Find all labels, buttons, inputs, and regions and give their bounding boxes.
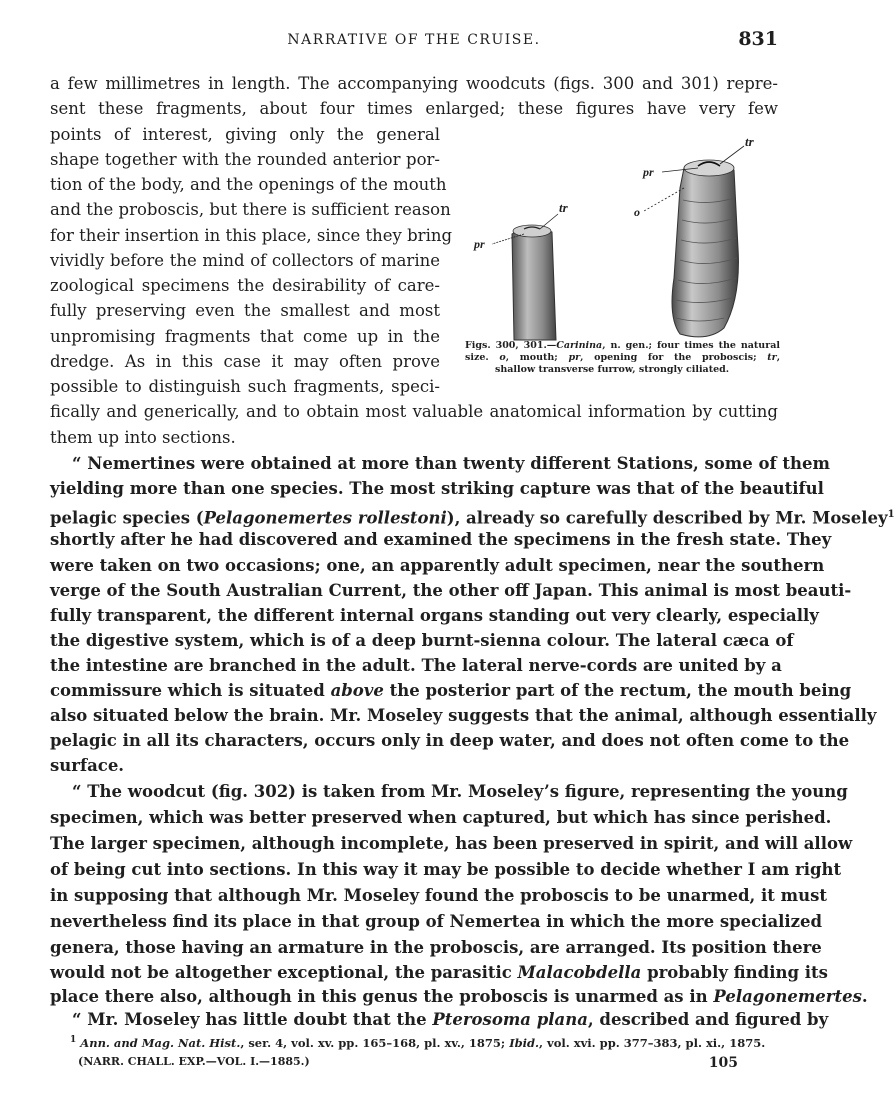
text-line: [50, 961, 828, 986]
figure-caption: [465, 340, 780, 376]
text-line: tion of the body, and the openings of the mouth: [50, 175, 447, 194]
genus-name: Pelagonemertes: [713, 987, 862, 1006]
label-tr: tr: [745, 134, 754, 149]
text-line: zoological specimens the desirability of care-: [50, 276, 440, 295]
text-line: in supposing that although Mr. Moseley found the proboscis to be unarmed, it must: [50, 886, 827, 905]
text-span: .: [861, 987, 868, 1006]
abbrev: o: [499, 352, 506, 363]
text-line: vividly before the mind of collectors of marine: [50, 251, 440, 270]
text-span: , ser. 4, vol. xv. pp. 165–168, pl. xv., 1875;: [240, 1035, 510, 1050]
text-line: the intestine are branched in the adult. The lateral nerve-cords are united by a: [50, 656, 782, 675]
text-line: genera, those having an armature in the proboscis, are arranged. Its position there: [50, 938, 822, 957]
running-title: NARRATIVE OF THE CRUISE.: [287, 32, 541, 48]
label-pr: pr: [474, 237, 485, 251]
text-line: unpromising fragments that come up in the: [50, 327, 440, 346]
text-line: them up into sections.: [50, 428, 236, 447]
text-line: verge of the South Australian Current, the other off Japan. This animal is most beauti-: [50, 581, 852, 600]
genus-name: Malacobdella: [517, 963, 642, 982]
text-line: and the proboscis, but there is sufficient reason: [50, 200, 451, 219]
abbrev: tr: [767, 352, 777, 363]
text-line: [50, 1008, 829, 1033]
text-span: , n. gen.; four times the natural: [602, 340, 780, 351]
text-span: “ Mr. Moseley has little doubt that the: [72, 1010, 433, 1029]
text-line: of being cut into sections. In this way it may be possible to decide whether I am right: [50, 860, 842, 879]
text-line: The larger specimen, although incomplete, has been preserved in spirit, and will allow: [50, 834, 853, 853]
emphasis: above: [330, 681, 384, 700]
text-line: shortly after he had discovered and examined the specimens in the fresh state. They: [50, 530, 832, 549]
text-line: the digestive system, which is of a deep burnt-sienna colour. The lateral cæca of: [50, 631, 794, 650]
caption-line: [465, 352, 780, 364]
text-line: fully preserving even the smallest and most: [50, 301, 440, 320]
abbrev: pr: [568, 352, 581, 363]
text-span: , described and figured by: [587, 1010, 829, 1029]
footnote-ref: 1: [887, 509, 895, 520]
text-line: sent these fragments, about four times enlarged; these figures have very few: [50, 99, 778, 118]
genus-name: Carinina: [556, 340, 603, 351]
text-line: fically and generically, and to obtain most valuable anatomical information by cutting: [50, 402, 778, 421]
text-span: , mouth;: [505, 352, 569, 363]
species-name: Pelagonemertes rollestoni: [203, 508, 447, 528]
caption-line: [465, 340, 780, 352]
page-number: 831: [738, 28, 778, 50]
text-span: , opening for the proboscis;: [580, 352, 768, 363]
text-line: [50, 985, 868, 1010]
label-pr: pr: [643, 165, 654, 179]
signature-text: (NARR. CHALL. EXP.—VOL. I.—1885.): [78, 1055, 310, 1068]
running-header: [50, 28, 778, 52]
text-line: [50, 679, 852, 704]
text-span: would not be altogether exceptional, the parasitic: [50, 963, 518, 982]
text-line: dredge. As in this case it may often prove: [50, 352, 440, 371]
ibid: Ibid.: [509, 1035, 540, 1050]
text-span: , vol. xvi. pp. 377–383, pl. xi., 1875.: [539, 1035, 766, 1050]
footnote: [70, 1032, 780, 1052]
text-line: pelagic in all its characters, occurs only in deep water, and does not often come to the: [50, 731, 850, 750]
text-line: nevertheless find its place in that group of Nemertea in which the more specialized: [50, 912, 823, 931]
text-line: for their insertion in this place, since they bring: [50, 226, 453, 245]
text-line: specimen, which was better preserved when captured, but which has since perished.: [50, 808, 832, 827]
species-name: Pterosoma plana: [432, 1010, 588, 1029]
fig-301-specimen: [672, 160, 738, 337]
text-span: pelagic species (: [50, 508, 204, 528]
caption-line: shallow transverse furrow, strongly ciliated.: [495, 364, 730, 375]
text-line: yielding more than one species. The most striking capture was that of the beautiful: [50, 479, 824, 498]
text-line: shape together with the rounded anterior por-: [50, 150, 440, 169]
signature-number: 105: [708, 1055, 738, 1071]
text-line: were taken on two occasions; one, an apparently adult specimen, near the southern: [50, 556, 825, 575]
text-line: “ Nemertines were obtained at more than twenty different Stations, some of them: [72, 454, 830, 473]
text-line: points of interest, giving only the general: [50, 125, 440, 144]
text-span: commissure which is situated: [50, 681, 331, 700]
text-span: probably finding its: [641, 963, 828, 982]
text-span: size.: [465, 352, 500, 363]
text-span: ), already so carefully described by Mr. Moseley: [446, 508, 888, 528]
text-line: a few millimetres in length. The accompanying woodcuts (figs. 300 and 301) repre-: [50, 74, 778, 93]
text-line: also situated below the brain. Mr. Moseley suggests that the animal, although essentially: [50, 706, 877, 725]
fig-300-specimen: [512, 225, 556, 340]
text-line: “ The woodcut (fig. 302) is taken from Mr. Moseley’s figure, representing the young: [72, 782, 848, 801]
text-line: [50, 503, 895, 528]
text-line: possible to distinguish such fragments, speci-: [50, 377, 440, 396]
label-o: o: [634, 205, 640, 219]
text-span: place there also, although in this genus the proboscis is unarmed as in: [50, 987, 714, 1006]
text-line: surface.: [50, 756, 125, 775]
text-line: fully transparent, the different internal organs standing out very clearly, especially: [50, 606, 819, 625]
text-span: Figs. 300, 301.—: [465, 340, 557, 351]
text-span: ,: [776, 352, 780, 363]
text-span: the posterior part of the rectum, the mouth being: [383, 681, 852, 700]
woodcut-illustration: [462, 128, 782, 343]
label-tr: tr: [559, 200, 568, 215]
journal-title: Ann. and Mag. Nat. Hist.: [80, 1035, 241, 1050]
footnote-marker: 1: [70, 1035, 77, 1045]
signature-line: [78, 1055, 738, 1071]
